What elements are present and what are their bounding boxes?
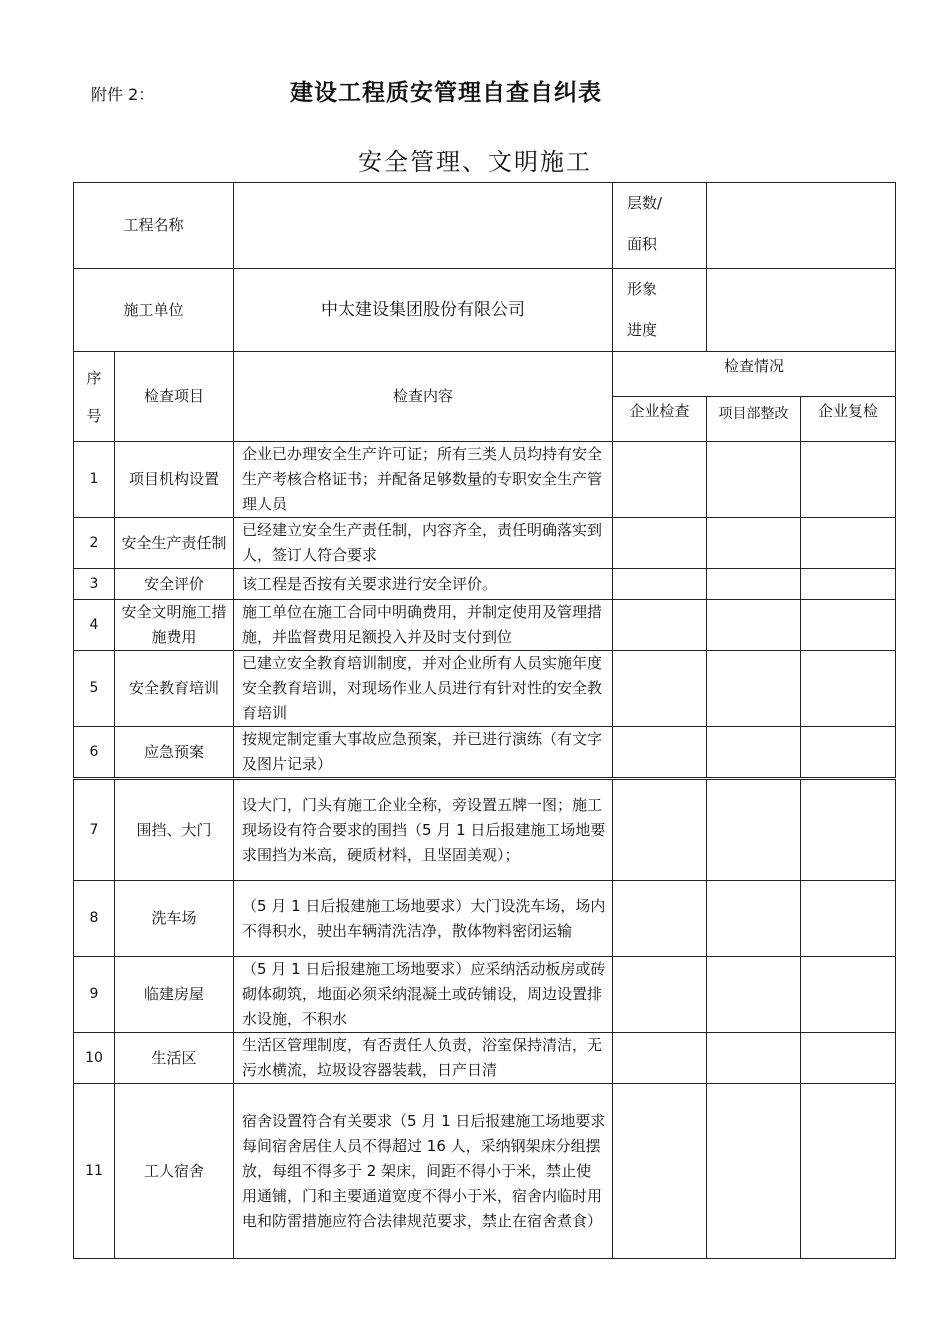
row-item: 安全文明施工措施费用 <box>115 600 234 651</box>
row-number: 5 <box>74 651 115 727</box>
company-check-cell <box>613 957 707 1033</box>
row-number: 9 <box>74 957 115 1033</box>
col-header-company-check: 企业检查 <box>613 397 707 442</box>
table-row <box>74 600 896 651</box>
document-title: 建设工程质安管理自查自纠表 <box>290 80 602 106</box>
row-content: （5 月 1 日后报建施工场地要求）应采纳活动板房或砖砌体砌筑，地面必须采纳混凝土或砖铺设，周边设置排水设施，不积水 <box>234 957 613 1033</box>
table-row <box>74 651 896 727</box>
row-content: （5 月 1 日后报建施工场地要求）大门设洗车场，场内不得积水，驶出车辆清洗洁净，散体物料密闭运输 <box>234 881 613 957</box>
company-recheck-cell <box>801 779 896 881</box>
project-fix-cell <box>707 1084 801 1259</box>
row-item: 工人宿舍 <box>115 1084 234 1259</box>
col-header-item: 检查项目 <box>115 352 234 442</box>
floors-label-line1: 层数/ <box>627 194 663 212</box>
project-fix-cell <box>707 957 801 1033</box>
row-item: 应急预案 <box>115 727 234 779</box>
col-header-status: 检查情况 <box>613 352 896 397</box>
floors-label-line2: 面积 <box>627 235 658 253</box>
inspection-table <box>73 182 896 1259</box>
row-number: 7 <box>74 779 115 881</box>
company-check-cell <box>613 727 707 779</box>
company-check-cell <box>613 651 707 727</box>
row-content: 已经建立安全生产责任制，内容齐全，责任明确落实到人，签订人符合要求 <box>234 518 613 569</box>
company-recheck-cell <box>801 1084 896 1259</box>
row-number: 6 <box>74 727 115 779</box>
row-number: 10 <box>74 1033 115 1084</box>
row-item: 生活区 <box>115 1033 234 1084</box>
company-check-cell <box>613 1033 707 1084</box>
project-fix-cell <box>707 881 801 957</box>
table-row <box>74 1033 896 1084</box>
company-recheck-cell <box>801 727 896 779</box>
project-fix-cell <box>707 442 801 518</box>
row-content: 施工单位在施工合同中明确费用，并制定使用及管理措施，并监督费用足额投入并及时支付到位 <box>234 600 613 651</box>
project-fix-cell <box>707 1033 801 1084</box>
company-recheck-cell <box>801 651 896 727</box>
company-recheck-cell <box>801 1033 896 1084</box>
project-fix-cell <box>707 727 801 779</box>
company-check-cell <box>613 600 707 651</box>
progress-label <box>613 269 707 352</box>
table-row <box>74 881 896 957</box>
project-name-value <box>234 183 613 269</box>
builder-label: 施工单位 <box>74 269 234 352</box>
row-number: 4 <box>74 600 115 651</box>
row-content: 设大门，门头有施工企业全称，旁设置五牌一图；施工现场设有符合要求的围挡（5 月 1 日后报建施工场地要求围挡为米高，硬质材料，且坚固美观）； <box>234 779 613 881</box>
row-content: 该工程是否按有关要求进行安全评价。 <box>234 569 613 600</box>
table-row <box>74 569 896 600</box>
project-fix-cell <box>707 600 801 651</box>
row-number: 8 <box>74 881 115 957</box>
row-content: 企业已办理安全生产许可证；所有三类人员均持有安全生产考核合格证书；并配备足够数量的专职安全生产管理人员 <box>234 442 613 518</box>
row-item: 洗车场 <box>115 881 234 957</box>
progress-value <box>707 269 896 352</box>
row-content: 按规定制定重大事故应急预案，并已进行演练（有文字及图片记录） <box>234 727 613 779</box>
company-check-cell <box>613 779 707 881</box>
row-number: 2 <box>74 518 115 569</box>
company-check-cell <box>613 518 707 569</box>
floors-area-label <box>613 183 707 269</box>
company-check-cell <box>613 569 707 600</box>
row-item: 项目机构设置 <box>115 442 234 518</box>
seq-line1: 序 <box>86 368 102 387</box>
project-name-label: 工程名称 <box>74 183 234 269</box>
company-check-cell <box>613 881 707 957</box>
row-content: 已建立安全教育培训制度，并对企业所有人员实施年度安全教育培训，对现场作业人员进行有针对性的安全教育培训 <box>234 651 613 727</box>
company-recheck-cell <box>801 881 896 957</box>
row-item: 安全评价 <box>115 569 234 600</box>
row-item: 围挡、大门 <box>115 779 234 881</box>
company-recheck-cell <box>801 600 896 651</box>
row-number: 11 <box>74 1084 115 1259</box>
company-check-cell <box>613 1084 707 1259</box>
company-check-cell <box>613 442 707 518</box>
builder-value: 中太建设集团股份有限公司 <box>234 269 613 352</box>
row-content: 生活区管理制度，有否责任人负责，浴室保持清洁，无污水横流，垃圾设容器装载，日产日清 <box>234 1033 613 1084</box>
col-header-project-fix: 项目部整改 <box>707 397 801 442</box>
attachment-label: 附件 2： <box>91 85 155 104</box>
col-header-seq <box>74 352 115 442</box>
company-recheck-cell <box>801 957 896 1033</box>
table-row <box>74 957 896 1033</box>
project-fix-cell <box>707 651 801 727</box>
section-subtitle: 安全管理、文明施工 <box>358 148 592 176</box>
project-fix-cell <box>707 569 801 600</box>
row-content: 宿舍设置符合有关要求（5 月 1 日后报建施工场地要求 每间宿舍居住人员不得超过 16 人，采纳钢架床分组摆放，每组不得多于 2 架床，间距不得小于米，禁止使用通铺，门和主要通道宽度不得小于米，宿舍内临时用电和防雷措施应符合法律规范要求，禁止在宿舍煮食） <box>234 1084 613 1259</box>
row-number: 3 <box>74 569 115 600</box>
table-row <box>74 518 896 569</box>
table-row <box>74 442 896 518</box>
col-header-company-recheck: 企业复检 <box>801 397 896 442</box>
row-item: 安全生产责任制 <box>115 518 234 569</box>
floors-area-value <box>707 183 896 269</box>
company-recheck-cell <box>801 442 896 518</box>
project-fix-cell <box>707 518 801 569</box>
seq-line2: 号 <box>86 406 102 425</box>
col-header-content: 检查内容 <box>234 352 613 442</box>
row-item: 安全教育培训 <box>115 651 234 727</box>
company-recheck-cell <box>801 518 896 569</box>
row-item: 临建房屋 <box>115 957 234 1033</box>
row-number: 1 <box>74 442 115 518</box>
table-row <box>74 779 896 881</box>
company-recheck-cell <box>801 569 896 600</box>
table-row <box>74 1084 896 1259</box>
progress-label-line2: 进度 <box>627 321 658 339</box>
project-fix-cell <box>707 779 801 881</box>
progress-label-line1: 形象 <box>627 280 658 298</box>
table-row <box>74 727 896 779</box>
